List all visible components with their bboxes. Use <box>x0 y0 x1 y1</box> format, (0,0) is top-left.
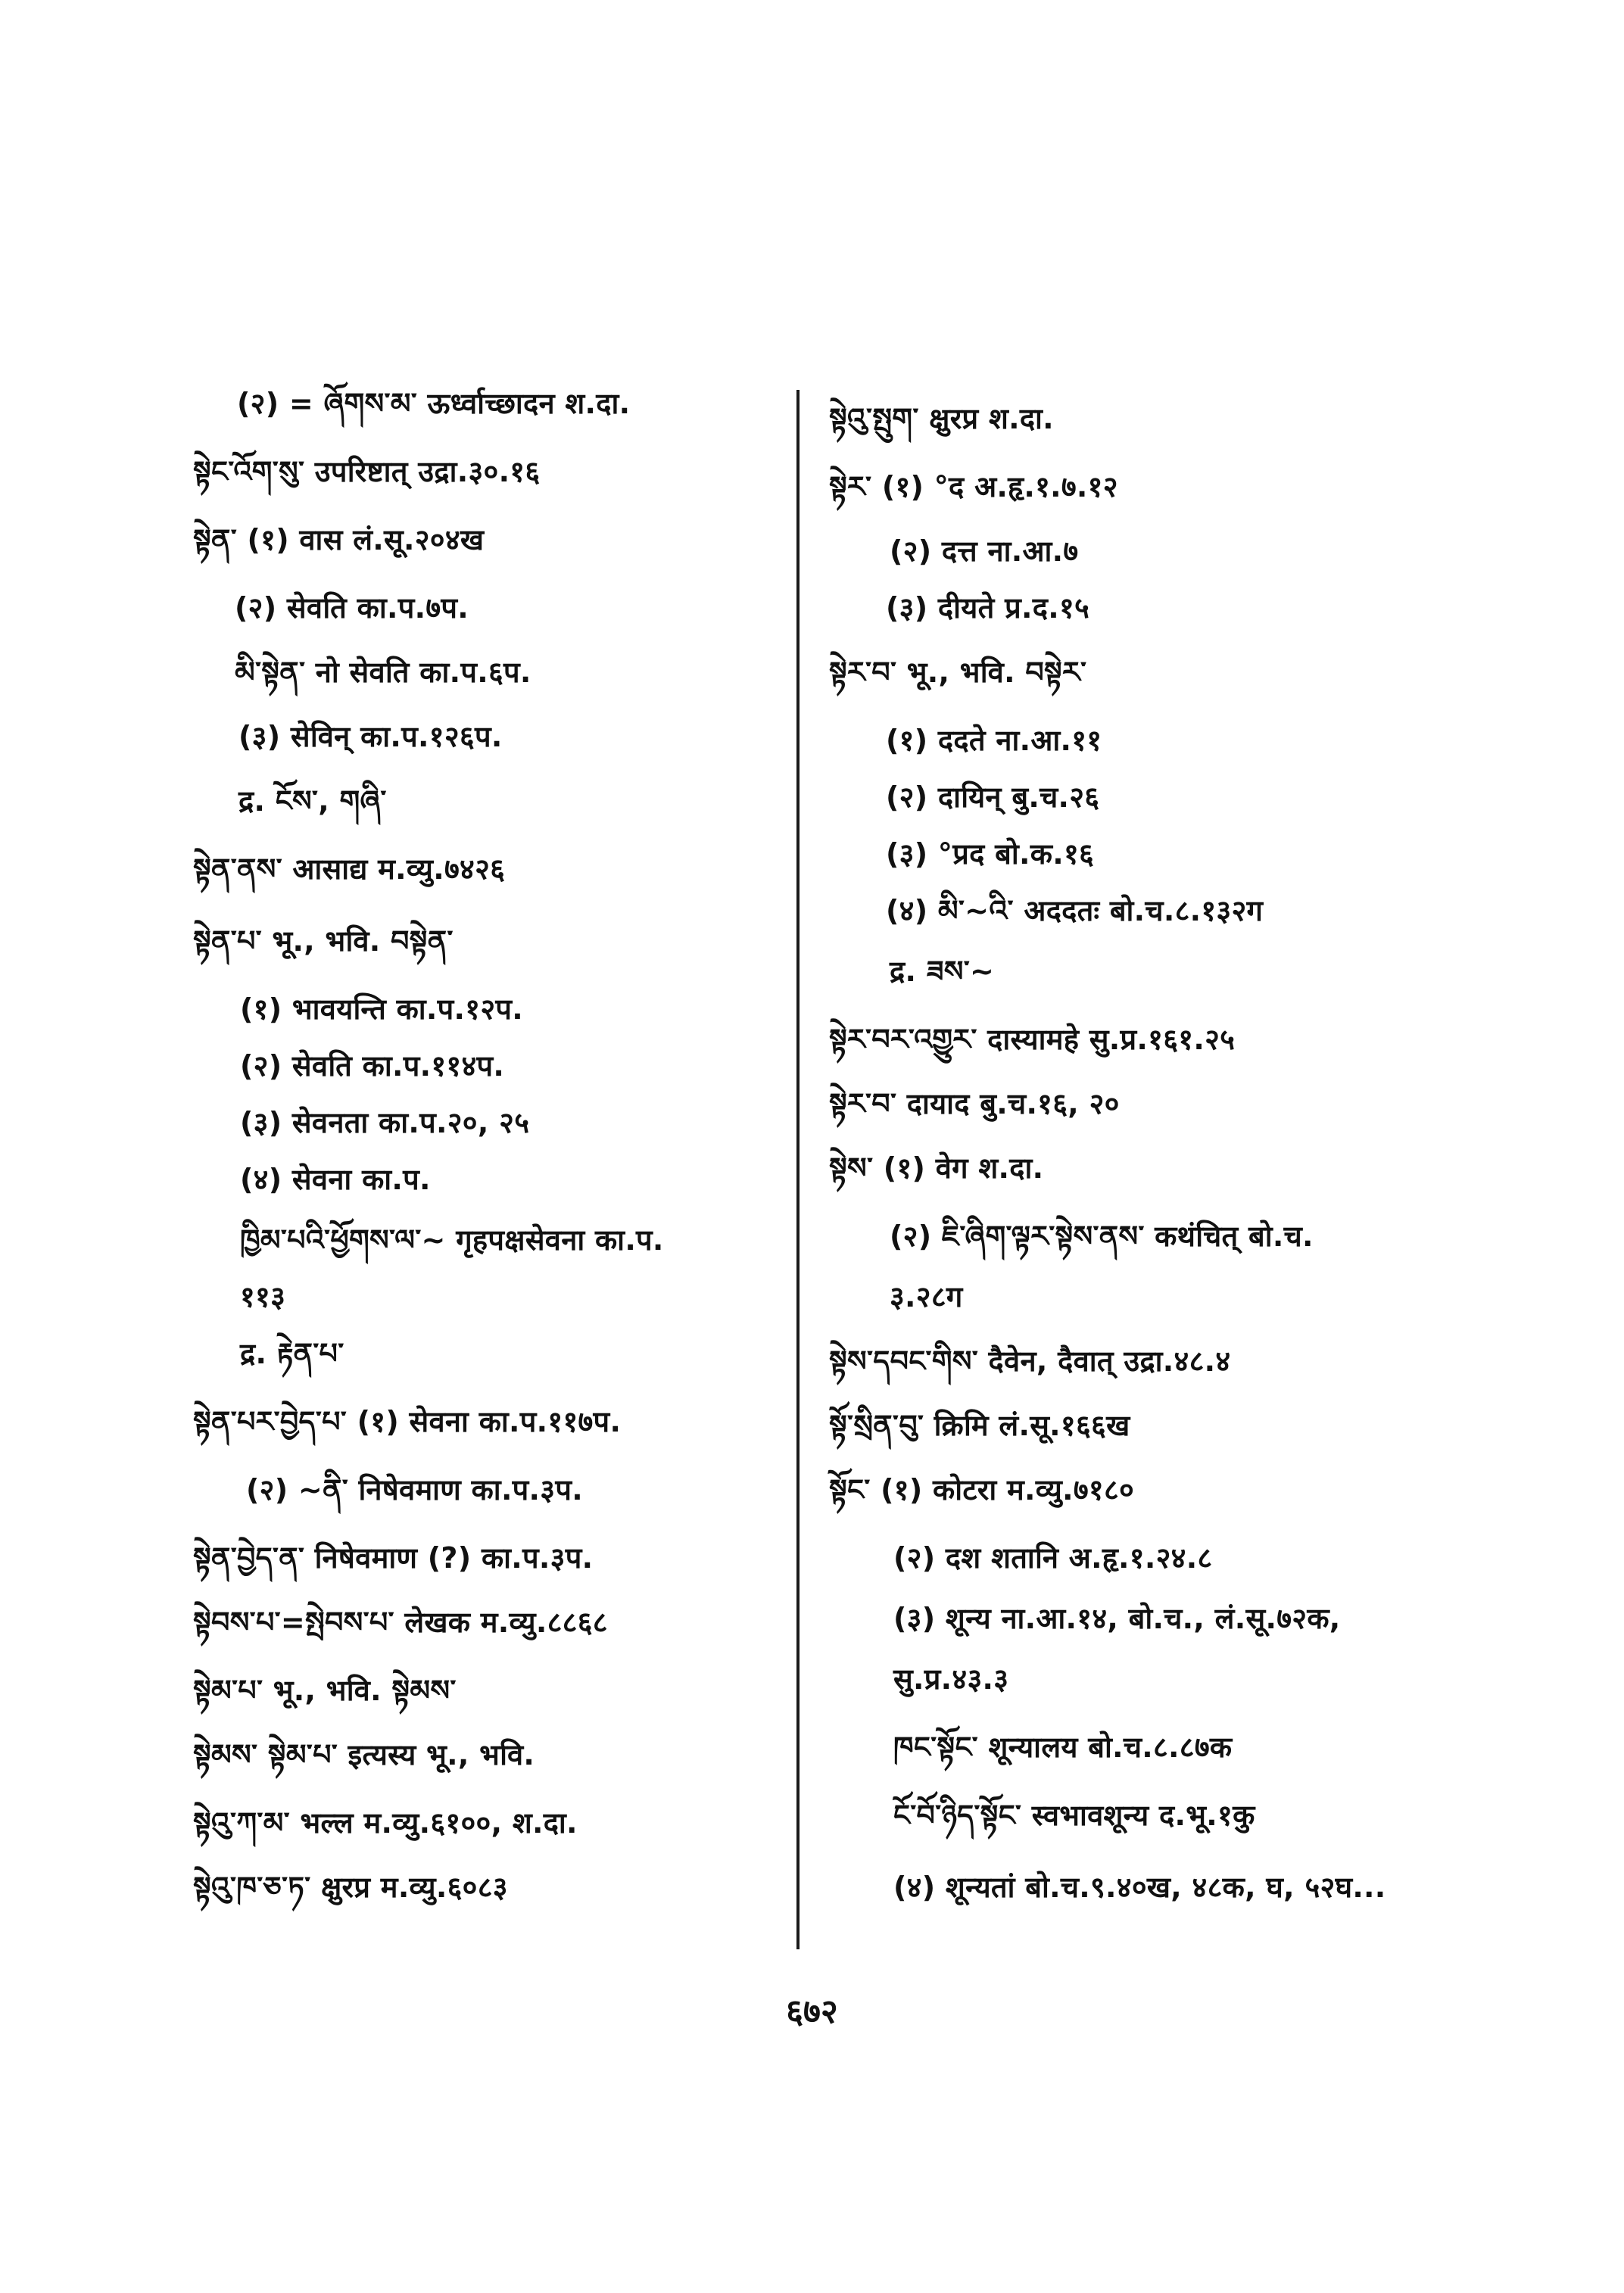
entry-line: (२) दायिन् बु.च.२६ <box>886 780 1100 814</box>
entry-line: སྟེར་བར་འགྱུར་ दास्यामहे सु.प्र.१६१.२५ <box>829 1023 1236 1056</box>
entry-line: (२) ཇི་ཞིག་ལྟར་སྟེས་ནས་ कथंचित् बो.च. <box>890 1220 1314 1253</box>
column-divider <box>796 390 800 1949</box>
entry-line: ११३ <box>240 1280 286 1313</box>
entry-line: (४) सेवना का.प. <box>240 1163 431 1196</box>
entry-line: སྟེབས་པ་=སྤེབས་པ་ लेखक म.व्यु.८८६८ <box>193 1606 608 1639</box>
entry-line: སྟེར་ (१) °द अ.हृ.१.७.१२ <box>829 470 1118 503</box>
entry-line: སྟེམས་ སྟེམ་པ་ इत्यस्य भू., भवि. <box>193 1738 535 1771</box>
entry-line: (१) भावयन्ति का.प.१२प. <box>240 992 524 1026</box>
entry-line: (२) सेवति का.प.११४प. <box>240 1049 505 1083</box>
entry-line: (२) = ཞོགས་མ་ ऊर्ध्वाच्छादन श.दा. <box>237 387 631 420</box>
entry-line: སྟེར་བ་ भू., भवि. བསྟེར་ <box>829 656 1087 689</box>
entry-line: སྟེམ་པ་ भू., भवि. སྟེམས་ <box>193 1674 457 1707</box>
entry-line: द्र. ཟས་~ <box>890 955 995 988</box>
entry-line: (३) शून्य ना.आ.१४, बो.च., लं.सू.७२क, <box>893 1602 1341 1635</box>
entry-line: སྟེན་ནས་ आसाद्य म.व्यु.७४२६ <box>193 852 506 886</box>
entry-line: सु.प्र.४३.३ <box>893 1662 1009 1696</box>
entry-line: ངོ་བོ་ཉིད་སྟོང་ स्वभावशून्य द.भू.१कु <box>893 1799 1255 1832</box>
entry-line: སྟེས་ (१) वेग श.दा. <box>829 1151 1044 1185</box>
entry-line: (२) दत्त ना.आ.७ <box>890 534 1079 568</box>
entry-line: མི་སྟེན་ नो सेवति का.प.६प. <box>235 656 531 689</box>
entry-line: སྟེན་བྱེད་ན་ निषेवमाण (?) का.प.३प. <box>193 1541 594 1575</box>
entry-line: (३) सेवनता का.प.२०, २५ <box>240 1106 530 1139</box>
entry-line: སྟེས་དབང་གིས་ दैवेन, दैवात् उद्रा.४८.४ <box>829 1344 1231 1378</box>
entry-line: (३) दीयते प्र.द.१५ <box>886 591 1090 625</box>
entry-line: (१) ददते ना.आ.११ <box>886 724 1102 757</box>
entry-line: (२) सेवति का.प.७प. <box>235 591 469 625</box>
entry-line: द्र. རྟེན་པ་ <box>240 1337 344 1370</box>
entry-line: (२) ~ནི་ निषेवमाण का.प.३प. <box>246 1473 583 1506</box>
entry-line: སྟེའུ་སྤུག་ क्षुरप्र श.दा. <box>829 402 1054 435</box>
page-number: ६७२ <box>786 1992 838 2031</box>
entry-line: སྟོང་ (१) कोटरा म.व्यु.७१८० <box>829 1473 1135 1506</box>
entry-line: (३) सेविन् का.प.१२६प. <box>238 720 503 753</box>
entry-line: (४) མི་~འི་ अददतः बो.च.८.१३२ग <box>886 894 1264 927</box>
entry-line: སྟེན་ (१) वास लं.सू.२०४ख <box>193 523 485 556</box>
entry-line: སྟེན་པ་ भू., भवि. བསྟེན་ <box>193 924 454 958</box>
entry-line: སྟེའུ་ཀ་མ་ भल्ल म.व्यु.६१००, श.दा. <box>193 1806 578 1840</box>
entry-line: (२) दश शतानि अ.हृ.१.२४.८ <box>893 1541 1213 1575</box>
entry-line: ཁྱིམ་པའི་ཕྱོགས་ལ་~ गृहपक्षसेवना का.प. <box>240 1223 664 1257</box>
entry-line: སྟེར་བ་ दायाद बु.च.१६, २० <box>829 1087 1120 1120</box>
entry-line: ཁང་སྟོང་ शून्यालय बो.च.८.८७क <box>893 1731 1233 1764</box>
entry-line: ३.२८ग <box>890 1280 963 1313</box>
entry-line: སྟེའུ་ཁ་ཅ་ཏ་ क्षुरप्र म.व्यु.६०८३ <box>193 1871 508 1904</box>
entry-line: སྟེང་འོག་སུ་ उपरिष्टात् उद्रा.३०.१६ <box>193 455 541 488</box>
entry-line: (३) °प्रद बो.क.१६ <box>886 837 1095 871</box>
entry-line: སྟོ་སྲིན་བུ་ क्रिमि लं.सू.१६६ख <box>829 1409 1130 1442</box>
entry-line: (४) शून्यतां बो.च.९.४०ख, ४८क, घ, ५२घ... <box>893 1871 1386 1904</box>
entry-line: སྟེན་པར་བྱེད་པ་ (१) सेवना का.प.११७प. <box>193 1405 622 1438</box>
entry-line: द्र. ངོས་, གཞི་ <box>238 784 387 818</box>
